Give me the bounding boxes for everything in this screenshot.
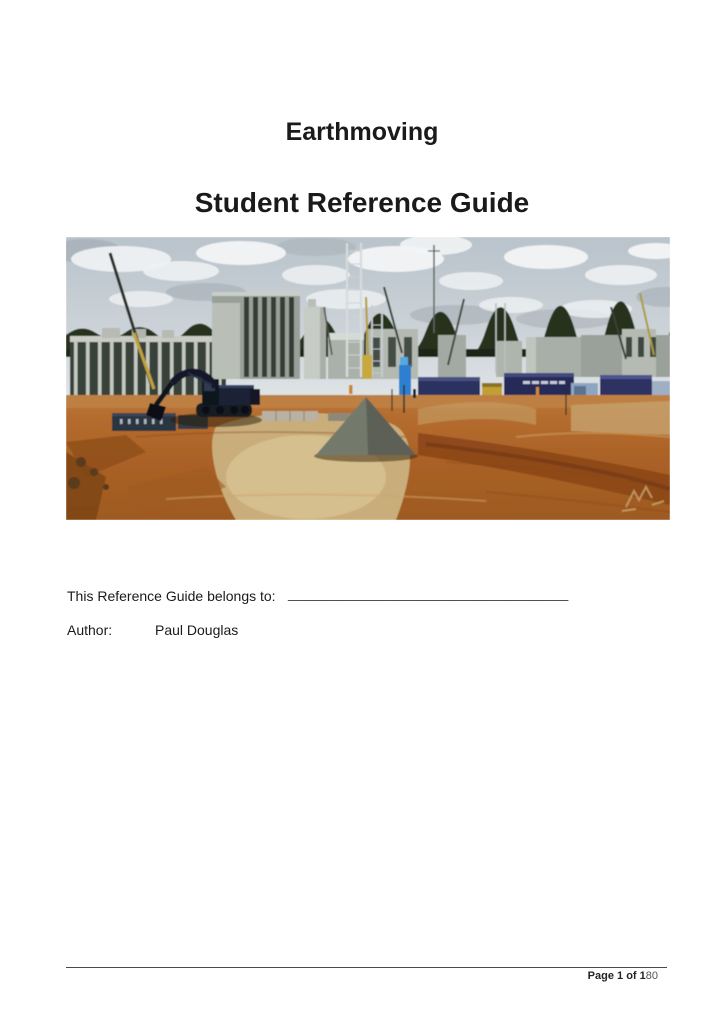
- document-subtitle: Student Reference Guide: [194, 187, 530, 218]
- cover-photo: [66, 237, 670, 520]
- page-number-bold: Page 1 of 1: [587, 970, 646, 982]
- mobile-crane: [362, 355, 372, 379]
- footer-divider: [66, 967, 667, 968]
- author-label: Author:: [67, 622, 113, 638]
- belongs-to-blank-line: ____________________________________: [288, 585, 569, 601]
- cover-photo-illustration: [66, 237, 670, 520]
- author-value: Paul Douglas: [155, 622, 239, 638]
- page-number-suffix: 80: [645, 970, 658, 982]
- belongs-to-label: This Reference Guide belongs to:: [67, 588, 276, 604]
- page-number: [588, 970, 658, 982]
- document-title: Earthmoving: [285, 118, 439, 146]
